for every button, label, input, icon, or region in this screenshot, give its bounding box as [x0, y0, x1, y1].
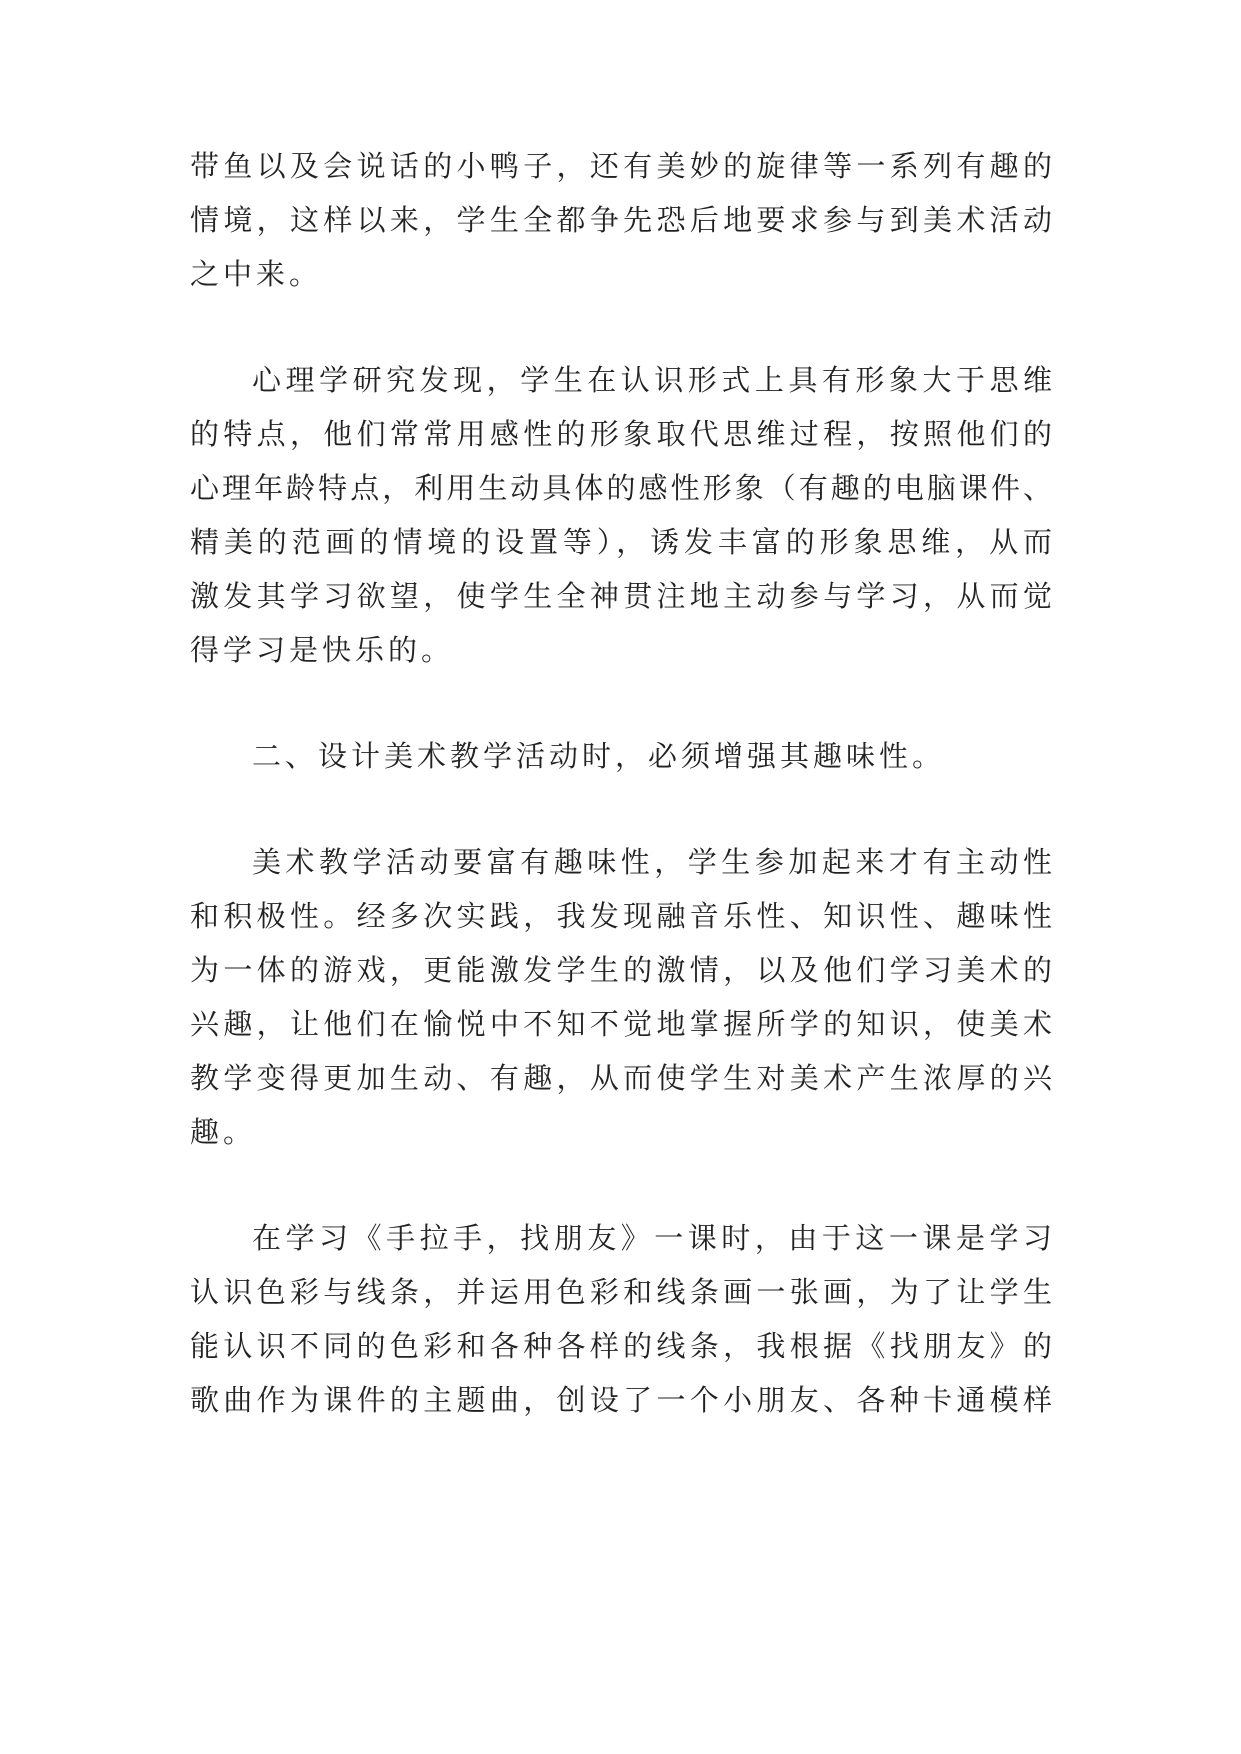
section-heading: 二、设计美术教学活动时，必须增强其趣味性。 [252, 739, 946, 773]
text-line: 兴趣，让他们在愉悦中不知不觉地掌握所学的知识，使美术 [190, 1007, 1052, 1041]
text-line: 趣。 [190, 1115, 257, 1149]
text-line: 心理学研究发现，学生在认识形式上具有形象大于思维 [252, 363, 1052, 397]
text-line: 能认识不同的色彩和各种各样的线条，我根据《找朋友》的 [190, 1329, 1052, 1363]
text-line: 和积极性。经多次实践，我发现融音乐性、知识性、趣味性 [190, 899, 1052, 933]
text-line: 情境，这样以来，学生全都争先恐后地要求参与到美术活动 [190, 203, 1052, 237]
text-line: 激发其学习欲望，使学生全神贯注地主动参与学习，从而觉 [190, 579, 1052, 613]
text-line: 之中来。 [190, 257, 323, 291]
text-line: 精美的范画的情境的设置等），诱发丰富的形象思维，从而 [190, 525, 1052, 559]
text-line: 歌曲作为课件的主题曲，创设了一个小朋友、各种卡通模样 [190, 1383, 1052, 1417]
text-line: 在学习《手拉手，找朋友》一课时，由于这一课是学习 [252, 1221, 1052, 1255]
text-line: 的特点，他们常常用感性的形象取代思维过程，按照他们的 [190, 417, 1052, 451]
text-line: 为一体的游戏，更能激发学生的激情，以及他们学习美术的 [190, 953, 1052, 987]
text-line: 心理年龄特点，利用生动具体的感性形象（有趣的电脑课件、 [190, 471, 1052, 505]
text-line: 认识色彩与线条，并运用色彩和线条画一张画，为了让学生 [190, 1275, 1052, 1309]
text-line: 带鱼以及会说话的小鸭子，还有美妙的旋律等一系列有趣的 [190, 149, 1052, 183]
text-line: 美术教学活动要富有趣味性，学生参加起来才有主动性 [252, 845, 1052, 879]
text-line: 教学变得更加生动、有趣，从而使学生对美术产生浓厚的兴 [190, 1061, 1052, 1095]
text-line: 得学习是快乐的。 [190, 633, 455, 667]
